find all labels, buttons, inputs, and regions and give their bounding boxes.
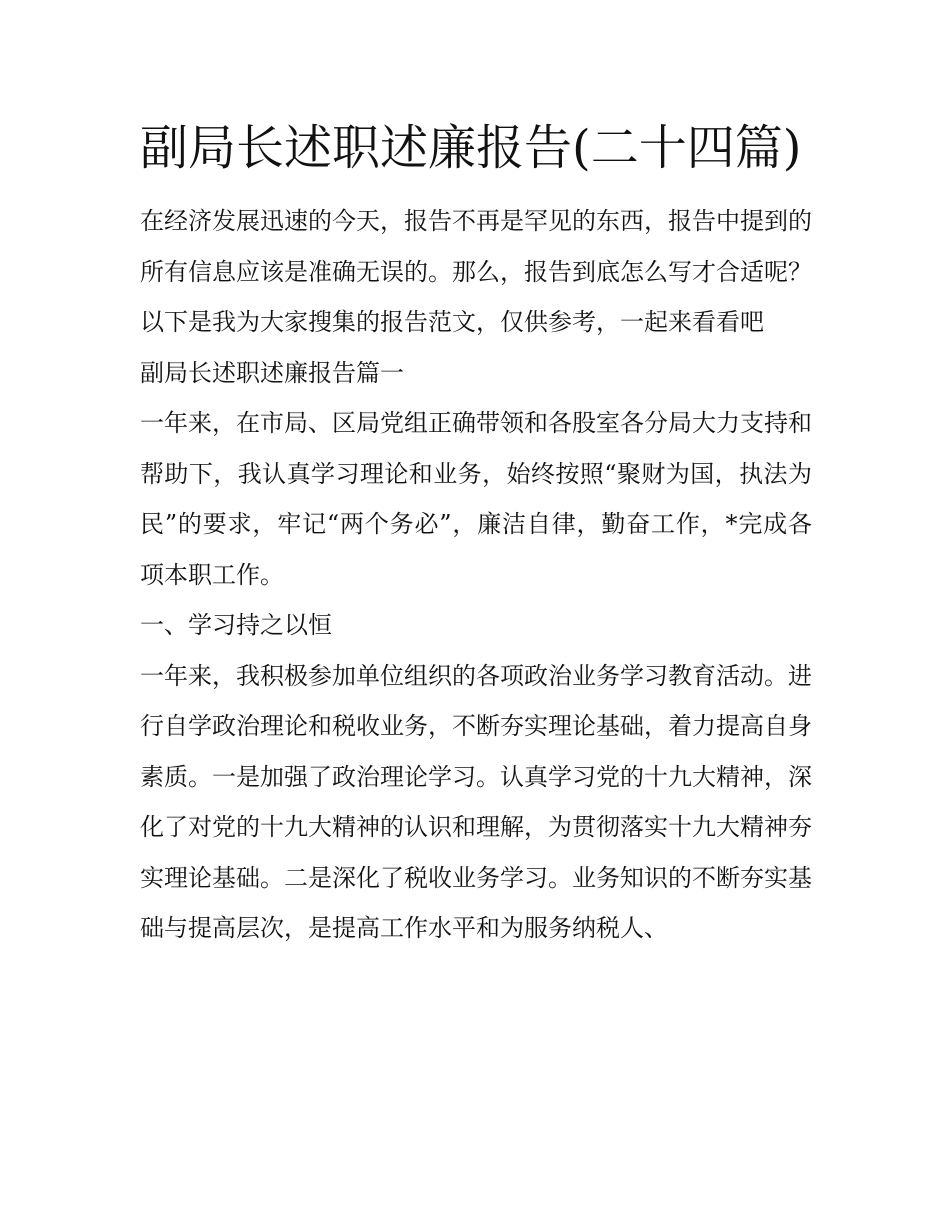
document-content	[140, 112, 812, 954]
body-paragraph: 一年来，我积极参加单位组织的各项政治业务学习教育活动。进行自学政治理论和税收业务，不断夯实理论基础，着力提高自身素质。一是加强了政治理论学习。认真学习党的十九大精神，深化了对党的十九大精神的认识和理解，为贯彻落实十九大精神夯实理论基础。二是深化了税收业务学习。业务知识的不断夯实基础与提高层次，是提高工作水平和为服务纳税人、	[140, 661, 812, 942]
document-title: 副局长述职述廉报告(二十四篇)	[140, 120, 802, 176]
body-paragraph: 一年来，在市局、区局党组正确带领和各股室各分局大力支持和帮助下，我认真学习理论和业务，始终按照“聚财为国，执法为民”的要求，牢记“两个务必”，廉洁自律，勤奋工作，*完成各项本职工作。	[140, 409, 812, 589]
section-heading: 副局长述职述廉报告篇一	[140, 358, 404, 387]
subsection-heading: 一、学习持之以恒	[140, 611, 332, 639]
intro-paragraph: 在经济发展迅速的今天，报告不再是罕见的东西，报告中提到的所有信息应该是准确无误的。那么，报告到底怎么写才合适呢？以下是我为大家搜集的报告范文，仅供参考，一起来看看吧	[140, 207, 812, 336]
document-body	[140, 196, 812, 954]
